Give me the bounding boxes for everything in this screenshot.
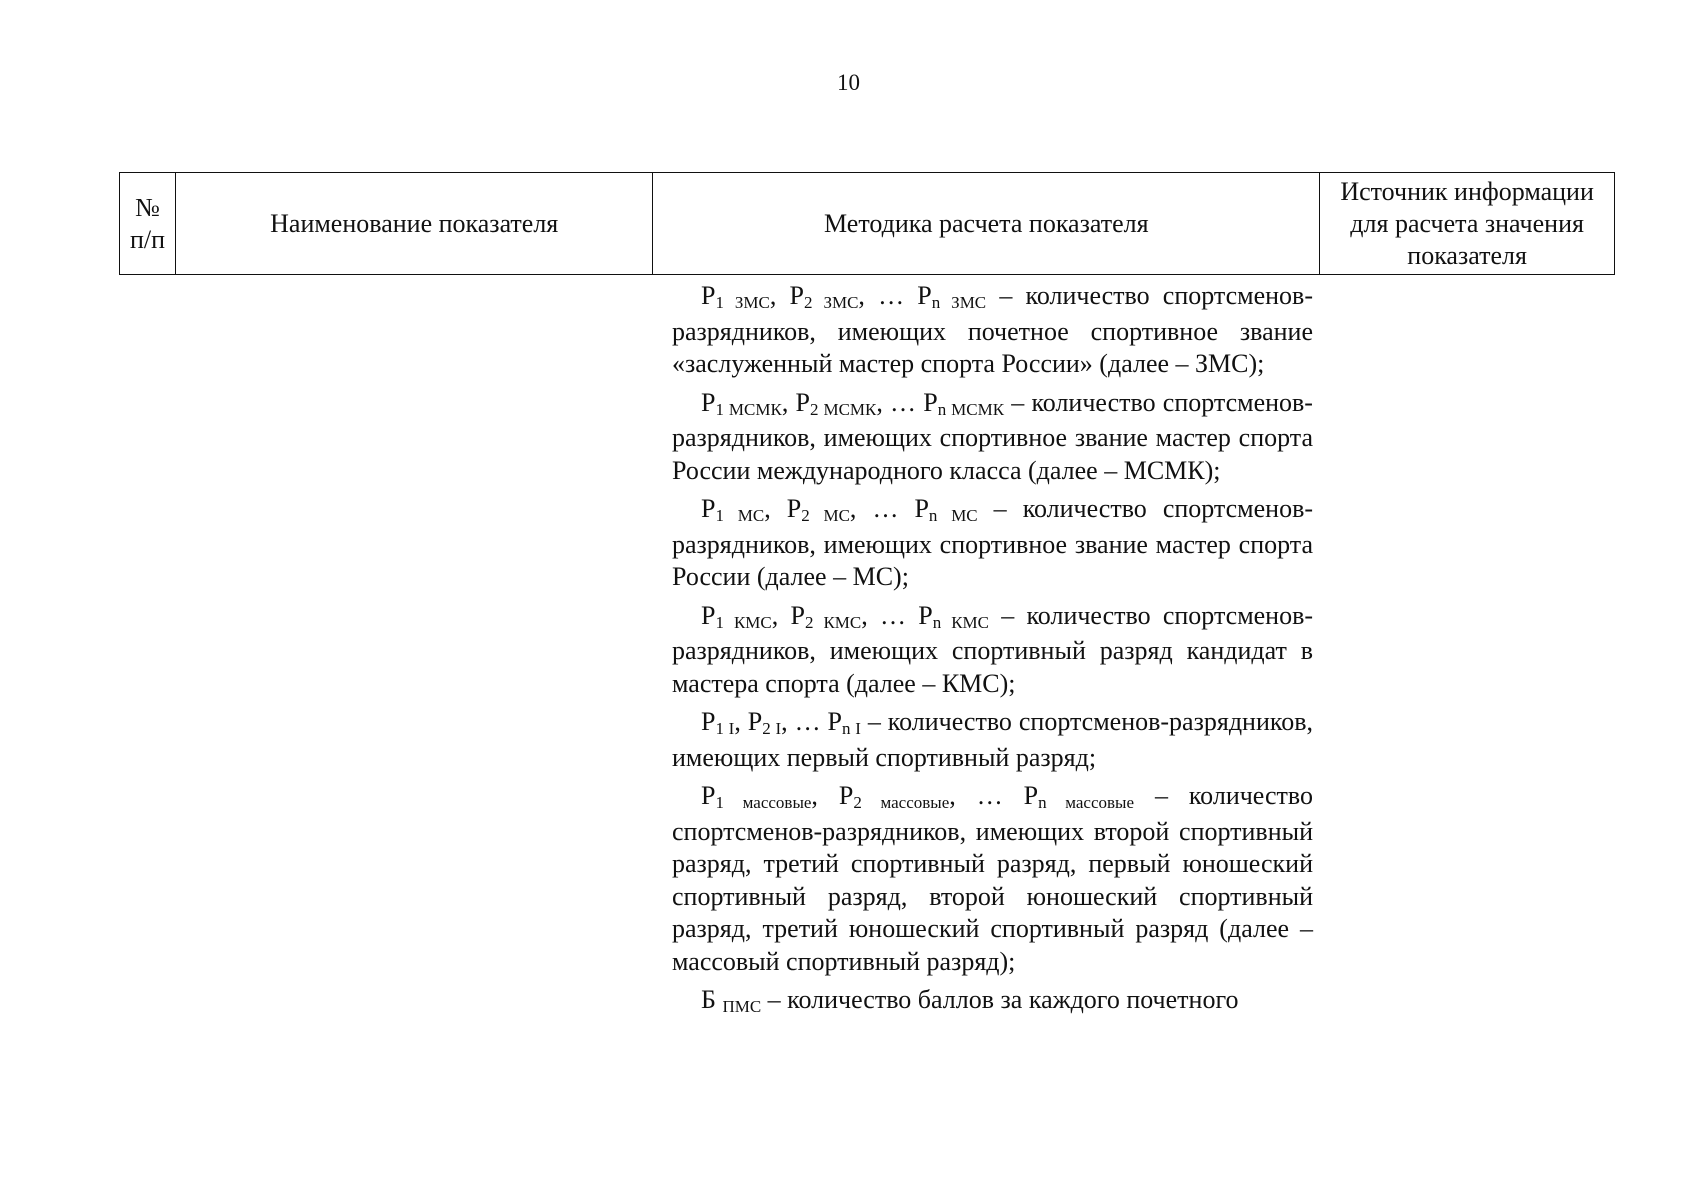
- column-header-name: Наименование показателя: [176, 173, 653, 275]
- variable-separator: , … P: [876, 387, 938, 417]
- method-paragraph: [672, 280, 1313, 381]
- variable-separator: , … P: [849, 494, 929, 523]
- variable-separator: , … P: [858, 281, 932, 310]
- variable-separator: , P: [734, 707, 763, 736]
- variable-separator: , P: [771, 600, 805, 630]
- column-header-number: № п/п: [120, 173, 176, 275]
- column-header-source: Источник информации для расчета значения показателя: [1320, 173, 1615, 275]
- variable-subscript: n КМС: [932, 612, 990, 632]
- variable-subscript: 2 МСМК: [810, 399, 877, 419]
- variable-subscript: 1 массовые: [715, 793, 812, 812]
- variable-subscript: 1 I: [715, 719, 735, 738]
- method-paragraph: [672, 706, 1313, 774]
- column-header-method: Методика расчета показателя: [653, 173, 1320, 275]
- variable-separator: , … P: [781, 707, 843, 736]
- variable-letter: P: [701, 600, 716, 630]
- variable-subscript: n I: [842, 719, 861, 738]
- paragraph-text: – количество спортсменов-разрядников, имеющих спортивное звание мастер спорта России (далее – МС);: [672, 494, 1313, 591]
- variable-subscript: ПМС: [722, 997, 762, 1016]
- method-description: [672, 280, 1313, 1026]
- variable-subscript: 2 ЗМС: [804, 293, 859, 312]
- paragraph-text: – количество баллов за каждого почетного: [761, 985, 1239, 1014]
- paragraph-text: – количество спортсменов-разрядников, имеющих второй спортивный разряд, третий спортивный разряд, первый юношеский спортивный разряд, второй юношеский спортивный разряд, третий юношеский спортивный разряд (далее – массовый спортивный разряд);: [672, 781, 1313, 976]
- variable-subscript: n МС: [928, 506, 978, 525]
- page-number: 10: [837, 70, 860, 95]
- variable-separator: , P: [764, 494, 802, 523]
- variable-subscript: 2 КМС: [804, 612, 862, 632]
- variable-separator: , P: [769, 281, 805, 310]
- method-paragraph: [672, 387, 1313, 488]
- variable-separator: , … P: [861, 600, 933, 630]
- variable-separator: , P: [811, 781, 854, 810]
- variable-subscript: 1 КМС: [715, 612, 772, 632]
- variable-letter: Б: [701, 985, 723, 1014]
- variable-subscript: 2 МС: [801, 506, 850, 525]
- variable-subscript: 2 массовые: [853, 793, 950, 812]
- method-paragraph: [672, 984, 1313, 1020]
- variable-letter: P: [701, 707, 716, 736]
- variable-letter: P: [701, 494, 716, 523]
- variable-subscript: n массовые: [1038, 793, 1135, 812]
- variable-subscript: 2 I: [762, 719, 782, 738]
- variable-letter: P: [701, 387, 716, 417]
- variable-letter: P: [701, 781, 716, 810]
- paragraph-text: – количество спортсменов-разрядников, имеющих почетное спортивное звание «заслуженный мастер спорта России» (далее – ЗМС);: [672, 281, 1313, 378]
- variable-separator: , P: [781, 387, 810, 417]
- paragraph-text: – количество спортсменов-разрядников, имеющих спортивный разряд кандидат в мастера спорта (далее – КМС);: [672, 600, 1314, 698]
- variable-subscript: n МСМК: [937, 399, 1005, 419]
- table-header-row: [120, 173, 1615, 275]
- variable-separator: , … P: [949, 781, 1039, 810]
- method-paragraph: [672, 780, 1313, 978]
- variable-subscript: 1 МСМК: [715, 399, 782, 419]
- paragraph-text: – количество спортсменов-разрядников, имеющих первый спортивный разряд;: [672, 707, 1313, 772]
- method-paragraph: [672, 600, 1313, 701]
- variable-subscript: 1 ЗМС: [715, 293, 770, 312]
- variable-subscript: n ЗМС: [931, 293, 987, 312]
- indicator-table-header: [119, 172, 1615, 275]
- variable-subscript: 1 МС: [715, 506, 765, 525]
- paragraph-text: – количество спортсменов-разрядников, имеющих спортивное звание мастер спорта России международного класса (далее – МСМК);: [672, 387, 1313, 485]
- variable-letter: P: [701, 281, 716, 310]
- method-paragraph: [672, 493, 1313, 594]
